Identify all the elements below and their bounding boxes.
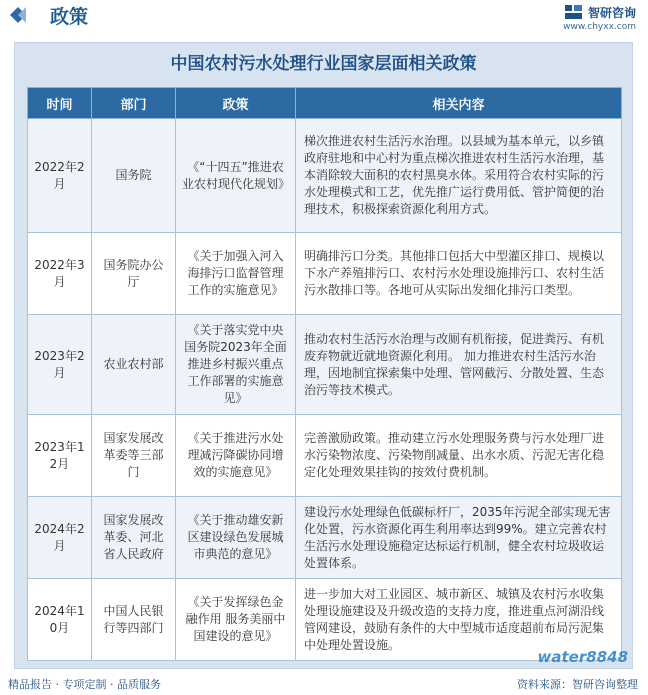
- row-policy: 《关于推动雄安新区建设绿色发展城市典范的意见》: [176, 497, 296, 579]
- brand-logo-icon: [565, 5, 582, 19]
- footer-source: 资料来源：智研咨询整理: [517, 678, 638, 691]
- row-time: 2024年10月: [28, 579, 92, 661]
- policy-table: [27, 87, 622, 661]
- table-header-row: [28, 88, 622, 119]
- row-policy: 《关于加强入河入海排污口监督管理工作的实施意见》: [176, 233, 296, 315]
- column-header-content: 相关内容: [296, 88, 622, 119]
- table-row: [28, 579, 622, 661]
- row-time: 2023年2月: [28, 315, 92, 415]
- diamond-icon: [10, 7, 26, 23]
- row-dept: 国家发展改革委、河北省人民政府: [92, 497, 176, 579]
- row-time: 2022年2月: [28, 119, 92, 233]
- row-dept: 国家发展改革委等三部门: [92, 415, 176, 497]
- row-dept: 国务院办公厅: [92, 233, 176, 315]
- page-header: [0, 0, 648, 30]
- row-time: 2023年12月: [28, 415, 92, 497]
- row-policy: 《关于落实党中央国务院2023年全面推进乡村振兴重点工作部署的实施意见》: [176, 315, 296, 415]
- table-title: 中国农村污水处理行业国家层面相关政策: [170, 54, 477, 74]
- row-content: 完善激励政策。推动建立污水处理服务费与污水处理厂进水污染物浓度、污染物削减量、出水水质、污泥无害化稳定化处理效果挂钩的按效付费机制。: [296, 415, 622, 497]
- table-row: [28, 497, 622, 579]
- footer-tagline: 精品报告 · 专项定制 · 品质服务: [8, 678, 161, 691]
- row-content: 梯次推进农村生活污水治理。以县域为基本单元，以乡镇政府驻地和中心村为重点梯次推进农村生活污水治理，基本消除较大面积的农村黑臭水体。采用符合农村实际的污水处理模式和工艺，优先推广运行费用低、管护简便的治理技术，积极探索资源化利用方式。: [296, 119, 622, 233]
- row-policy: 《关于推进污水处理减污降碳协同增效的实施意见》: [176, 415, 296, 497]
- row-time: 2024年2月: [28, 497, 92, 579]
- row-policy: 《关于发挥绿色金融作用 服务美丽中国建设的意见》: [176, 579, 296, 661]
- column-header-policy: 政策: [176, 88, 296, 119]
- brand-name: 智研咨询: [587, 5, 636, 20]
- row-dept: 中国人民银行等四部门: [92, 579, 176, 661]
- table-row: [28, 415, 622, 497]
- watermark-logo: water8848: [537, 648, 628, 666]
- row-dept: 国务院: [92, 119, 176, 233]
- table-frame: [14, 42, 633, 669]
- table-row: [28, 119, 622, 233]
- row-content: 推动农村生活污水治理与改厕有机衔接，促进粪污、有机废弃物就近就地资源化利用。 加力推进农村生活污水治理，因地制宜探索集中处理、管网截污、分散处置、生态治污等技术模式。: [296, 315, 622, 415]
- row-content: 进一步加大对工业园区、城市新区、城镇及农村污水收集处理设施建设及升级改造的支持力度，推进重点河湖沿线管网建设，鼓励有条件的大中型城市适度超前布局污泥集中处理处置设施。: [296, 579, 622, 661]
- column-header-time: 时间: [28, 88, 92, 119]
- section-title: 政策: [50, 6, 89, 28]
- brand-url: www.chyxx.com: [563, 22, 636, 32]
- row-time: 2022年3月: [28, 233, 92, 315]
- table-row: [28, 233, 622, 315]
- brand: [565, 4, 636, 20]
- table-row: [28, 315, 622, 415]
- row-content: 明确排污口分类。其他排口包括大中型灌区排口、规模以下水产养殖排污口、农村污水处理设施排污口、农村生活污水散排口等。各地可从实际出发细化排污口类型。: [296, 233, 622, 315]
- row-dept: 农业农村部: [92, 315, 176, 415]
- row-content: 建设污水处理绿色低碳标杆厂，2035年污泥全部实现无害化处置，污水资源化再生利用率达到99%。建立完善农村生活污水处理设施稳定达标运行机制，健全农村垃圾收运处置体系。: [296, 497, 622, 579]
- column-header-dept: 部门: [92, 88, 176, 119]
- row-policy: 《“十四五”推进农业农村现代化规划》: [176, 119, 296, 233]
